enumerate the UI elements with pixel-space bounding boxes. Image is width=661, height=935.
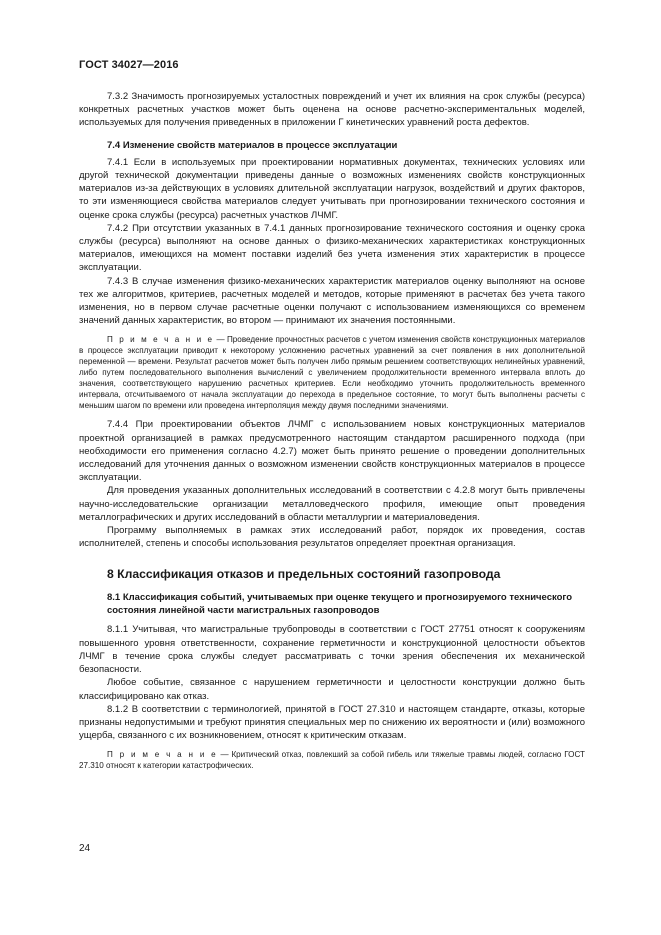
paragraph-7-4-2: 7.4.2 При отсутствии указанных в 7.4.1 данных прогнозирование технического состояния и оценку срока службы (ресурса) выполняют на основе данных о физико-механических характеристиках конструкционных материалов, имеющихся на момент поставки изделий без учета изменения этих характеристик в процессе эксплуатации.	[79, 222, 585, 274]
section-heading-8: 8 Классификация отказов и предельных состояний газопровода	[107, 567, 501, 582]
note-label: П р и м е ч а н и е	[107, 335, 215, 345]
note-text: — Критический отказ, повлекший за собой гибель или тяжелые травмы людей, согласно ГОСТ 27.310 относят к категории катастрофических.	[79, 750, 585, 771]
paragraph-research-program: Программу выполняемых в рамках этих исследований работ, порядок их проведения, состав исполнителей, степень и способы использования результатов определяет проектная организация.	[79, 525, 585, 550]
note-label: П р и м е ч а н и е	[107, 750, 218, 760]
paragraph-7-4-1: 7.4.1 Если в используемых при проектировании нормативных документах, технических условиях или другой технической документации приведены данные о возможных изменениях свойств конструкционных материалов из-за действующих в условиях длительной эксплуатации нагрузок, воздействий и других факторов, то эти изменяющиеся свойства материалов следует учитывать при прогнозировании технического состояния и оценке срока службы (ресурса) расчетных участков ЛЧМГ.	[79, 156, 585, 221]
note-7-4	[79, 334, 585, 411]
paragraph-research-orgs: Для проведения указанных дополнительных исследований в соответствии с 4.2.8 могут быть привлечены научно-исследовательские организации металловедческого профиля, имеющие опыт проведения металлографических и других исследований в области металлургии и материаловедения.	[79, 485, 585, 523]
section-heading-8-1: 8.1 Классификация событий, учитываемых при оценке текущего и прогнозируемого технического состояния линейной части магистральных газопроводов	[107, 592, 573, 617]
paragraph-7-4-4: 7.4.4 При проектировании объектов ЛЧМГ с использованием новых конструкционных материалов проектной организацией в рамках предусмотренного настоящим стандартом расширенного подхода (при необходимости его применения согласно 4.2.7) может быть принято решение о проведении дополнительных исследований для уточнения данных о возможном изменении свойств конструкционных материалов в процессе эксплуатации.	[79, 419, 585, 484]
section-heading-7-4: 7.4 Изменение свойств материалов в процессе эксплуатации	[107, 139, 398, 151]
paragraph-failure-definition: Любое событие, связанное с нарушением герметичности и целостности конструкции должно быть классифицировано как отказ.	[79, 677, 585, 702]
page-body	[79, 90, 585, 778]
note-text: — Проведение прочностных расчетов с учетом изменения свойств конструкционных материалов в процессе эксплуатации приводит к некоторому усложнению расчетных уравнений за счет появления в них дополнительной переменной — времени. Результат расчетов может быть получен либо прямым решением соответствующих нелинейных уравнений, либо путем последовательного выполнения вычислений с увеличением продолжительности временного интервала вплоть до значения, соответствующего нарушению расчетных критериев. Если необходимо уточнить продолжительность временного интервала, отсчитываемого от начала эксплуатации до перехода в предельное состояние, то могут быть выполнены расчеты с меньшим шагом по времени или проведена интерполяция между двумя последними значениями.	[79, 335, 585, 411]
paragraph-7-3-2: 7.3.2 Значимость прогнозируемых усталостных повреждений и учет их влияния на срок службы (ресурса) конкретных расчетных участков может быть оценена на основе расчетно-экспериментальных моделей, используемых для получения приведенных в приложении Г кинетических уравнений роста дефектов.	[79, 91, 585, 129]
note-8-1	[79, 749, 585, 771]
paragraph-7-4-3: 7.4.3 В случае изменения физико-механических характеристик материалов оценку выполняют на основе тех же алгоритмов, критериев, расчетных моделей и методов, которые применяют в расчетах без учета такого изменения, но в первом случае расчетные оценки получают с использованием изменяющихся со временем значений данных характеристик, во втором — принимают их значения постоянными.	[79, 275, 585, 327]
paragraph-8-1-2: 8.1.2 В соответствии с терминологией, принятой в ГОСТ 27.310 и настоящем стандарте, отказы, которые признаны недопустимыми и требуют принятия специальных мер по снижению их вероятности и (или) возможного ущерба, связанного с их возникновением, относят к критическим отказам.	[79, 703, 585, 742]
document-code: ГОСТ 34027—2016	[79, 59, 179, 71]
page-number: 24	[79, 843, 91, 854]
paragraph-8-1-1: 8.1.1 Учитывая, что магистральные трубопроводы в соответствии с ГОСТ 27751 относят к сооружениям повышенного уровня ответственности, сохранение герметичности и конструкционной целостности объектов ЛЧМГ в течение срока службы следует рассматривать с точки зрения обеспечения их механической безопасности.	[79, 624, 585, 676]
